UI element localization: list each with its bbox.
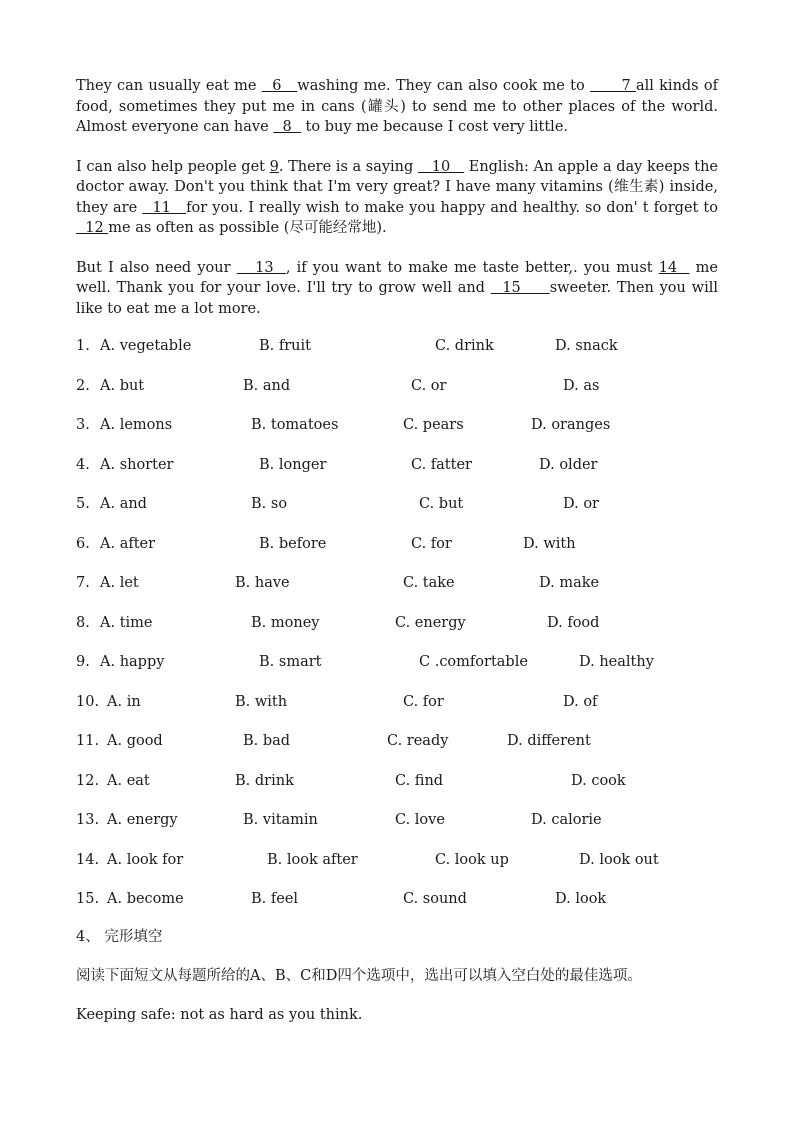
option-c: C. but (419, 496, 464, 512)
option-b: B. before (259, 535, 327, 552)
question-number: 7. (76, 575, 90, 591)
option-b: B. fruit (259, 338, 311, 354)
question-10 (76, 694, 718, 714)
option-b: B. money (251, 614, 320, 631)
question-14 (76, 852, 718, 872)
question-number: 3. (76, 417, 90, 433)
passage-text: English: An apple a day keeps the doctor away. Don't you think that I'm very great? I have many vitamins (维生素) inside, they are (76, 158, 719, 216)
option-d: D. as (563, 377, 600, 394)
option-d: D. calorie (531, 812, 602, 828)
option-d: D. oranges (531, 417, 611, 433)
option-a: A. and (100, 496, 147, 512)
option-a: A. happy (100, 654, 165, 670)
question-2 (76, 378, 718, 398)
question-5 (76, 496, 718, 516)
question-number: 1. (76, 338, 90, 354)
passage-text: me as often as possible (尽可能经常地). (108, 220, 387, 236)
option-d: D. look (555, 891, 607, 907)
option-c: C. look up (435, 851, 509, 868)
passage-text: me well. Thank you for your love. I'll try to grow well and (76, 259, 719, 296)
question-number: 6. (76, 535, 90, 552)
option-c: C. fatter (411, 456, 472, 473)
document-page (76, 76, 718, 1044)
option-b: B. and (243, 377, 291, 394)
passage-text: sweeter. Then you will like to eat me a lot more. (76, 280, 718, 317)
option-b: B. smart (259, 654, 322, 670)
option-a: A. after (100, 535, 156, 552)
option-d: D. with (523, 535, 576, 552)
option-a: A. eat (107, 772, 150, 789)
question-6 (76, 536, 718, 556)
option-c: C. pears (403, 417, 464, 433)
blank-15: 15 (490, 280, 550, 296)
blank-13: 13 (236, 259, 286, 276)
passage-text: I can also help people get (76, 158, 270, 175)
question-8 (76, 615, 718, 635)
question-number: 9. (76, 654, 90, 670)
option-d: D. of (563, 693, 598, 710)
passage-paragraph-3 (76, 258, 718, 320)
blank-7: 7 (589, 78, 636, 94)
option-b: B. longer (259, 456, 327, 473)
option-b: B. feel (251, 891, 299, 907)
option-d: D. make (539, 575, 600, 591)
blank-9: 9 (269, 158, 279, 175)
passage-text: They can usually eat me (76, 78, 262, 94)
option-d: D. different (507, 733, 591, 749)
option-b: B. so (251, 496, 288, 512)
option-c: C. find (395, 772, 444, 789)
blank-14: 14 (658, 259, 690, 276)
option-a: A. time (100, 614, 153, 631)
option-a: A. energy (107, 812, 178, 828)
option-a: A. look for (107, 851, 184, 868)
passage-text: all kinds of food, sometimes they put me in cans (罐头) to send me to other places of the world. Almost everyone can have (76, 78, 718, 135)
passage-paragraph-2 (76, 157, 718, 239)
option-a: A. lemons (100, 417, 173, 433)
passage-text: for you. I really wish to make you happy and healthy. so don' t forget to (186, 199, 718, 216)
question-number: 10. (76, 693, 100, 710)
option-c: C. energy (395, 614, 466, 631)
option-a: A. in (107, 693, 141, 710)
option-c: C .comfortable (419, 654, 528, 670)
option-c: C. love (395, 812, 445, 828)
option-b: B. with (235, 693, 288, 710)
option-b: B. look after (267, 851, 358, 868)
option-c: C. ready (387, 733, 449, 749)
blank-8: 8 (273, 119, 301, 135)
passage-text: , if you want to make me taste better,. you must (285, 259, 659, 276)
option-a: A. let (100, 575, 139, 591)
option-d: D. healthy (579, 654, 654, 670)
option-c: C. take (403, 575, 455, 591)
option-a: A. but (100, 377, 145, 394)
blank-12: 12 (76, 220, 109, 236)
option-c: C. for (411, 535, 452, 552)
question-number: 12. (76, 772, 100, 789)
section-instruction: 阅读下面短文从每题所给的A、B、C和D四个选项中，选出可以填入空白处的最佳选项。 (76, 967, 642, 984)
option-a: A. good (107, 733, 163, 749)
question-3 (76, 417, 718, 437)
option-a: A. vegetable (100, 338, 192, 354)
option-b: B. bad (243, 733, 291, 749)
option-d: D. or (563, 496, 599, 512)
question-number: 15. (76, 891, 100, 907)
question-number: 5. (76, 496, 90, 512)
blank-11: 11 (142, 199, 187, 216)
question-15 (76, 891, 718, 911)
question-number: 11. (76, 733, 100, 749)
question-list (76, 338, 718, 911)
question-number: 13. (76, 812, 100, 828)
question-11 (76, 733, 718, 753)
option-c: C. or (411, 377, 447, 394)
option-a: A. shorter (100, 456, 174, 473)
option-b: B. drink (235, 772, 294, 789)
question-number: 2. (76, 377, 90, 394)
option-c: C. for (403, 693, 444, 710)
question-4 (76, 457, 718, 477)
passage-text: . There is a saying (278, 158, 418, 175)
question-7 (76, 575, 718, 595)
section-heading: 4、 完形填空 (76, 928, 163, 945)
option-a: A. become (107, 891, 184, 907)
option-b: B. vitamin (243, 812, 318, 828)
option-d: D. snack (555, 338, 618, 354)
blank-6: 6 (261, 78, 298, 94)
question-12 (76, 773, 718, 793)
passage-text: to buy me because I cost very little. (300, 119, 569, 135)
question-number: 4. (76, 456, 90, 473)
option-d: D. look out (579, 851, 659, 868)
option-c: C. sound (403, 891, 467, 907)
passage-paragraph-1 (76, 76, 718, 138)
option-d: D. cook (571, 772, 626, 789)
option-d: D. food (547, 614, 600, 631)
option-b: B. have (235, 575, 290, 591)
passage-text: washing me. They can also cook me to (297, 78, 590, 94)
question-9 (76, 654, 718, 674)
option-b: B. tomatoes (251, 417, 339, 433)
passage-text: But I also need your (76, 259, 237, 276)
question-13 (76, 812, 718, 832)
question-1 (76, 338, 718, 358)
blank-10: 10 (417, 158, 465, 175)
question-number: 8. (76, 614, 90, 631)
question-number: 14. (76, 851, 100, 868)
option-d: D. older (539, 456, 598, 473)
passage-title: Keeping safe: not as hard as you think. (76, 1006, 363, 1023)
option-c: C. drink (435, 338, 494, 354)
